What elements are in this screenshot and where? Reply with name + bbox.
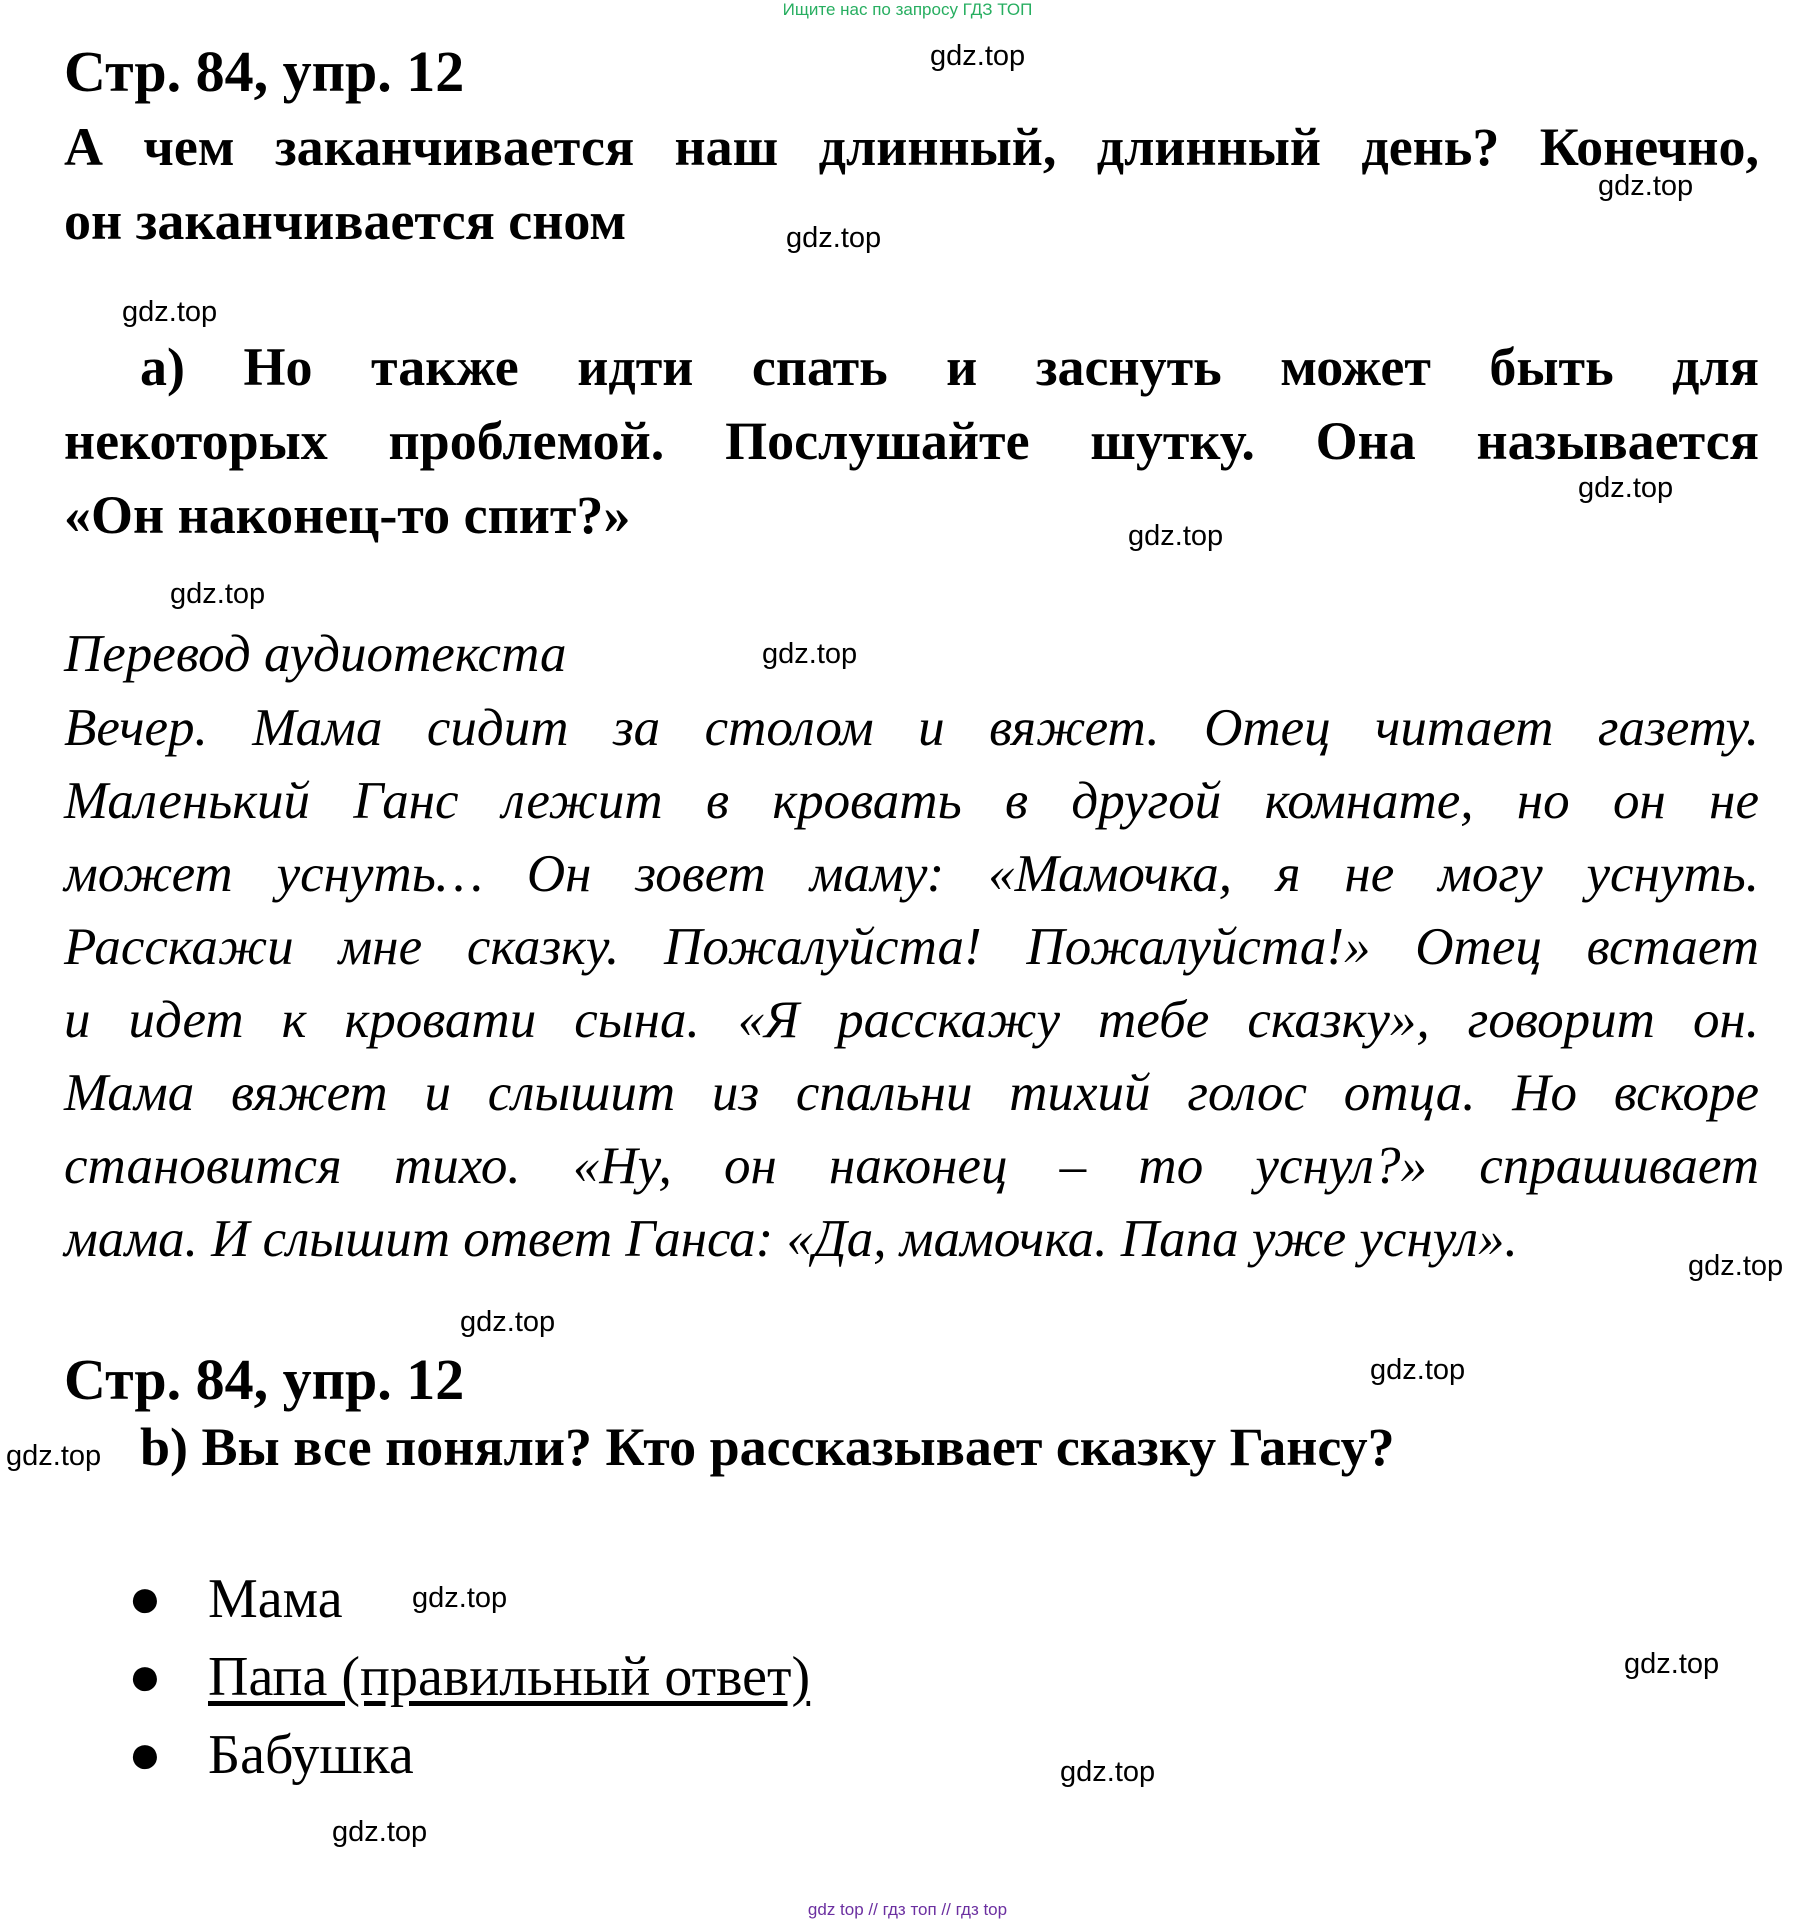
- intro-text: [64, 110, 1759, 258]
- text-line: Мама вяжет и слышит из спальни тихий голос отца. Но вскоре: [64, 1064, 1759, 1122]
- option-babushka: Бабушка: [208, 1724, 414, 1786]
- translation-text: [64, 692, 1759, 1276]
- watermark: gdz.top: [332, 1816, 428, 1848]
- watermark: gdz.top: [412, 1582, 508, 1614]
- watermark: gdz.top: [1060, 1756, 1156, 1788]
- intro-line-2: он заканчивается сном: [64, 191, 627, 251]
- intro-line-1: А чем заканчивается наш длинный, длинный день? Конечно,: [64, 117, 1759, 177]
- text-line: Маленький Ганс лежит в кровать в другой комнате, но он не: [64, 772, 1759, 830]
- section1-heading: Стр. 84, упр. 12: [64, 39, 465, 104]
- answer-option: [128, 1716, 810, 1794]
- text-line: становится тихо. «Ну, он наконец – то уснул?» спрашивает: [64, 1137, 1759, 1195]
- top-banner: Ищите нас по запросу ГДЗ ТОП: [782, 0, 1033, 19]
- watermark: gdz.top: [6, 1440, 102, 1472]
- bullet-icon: ●: [128, 1568, 162, 1630]
- task-a: [64, 330, 1759, 552]
- bottom-banner: gdz top // гдз топ // гдз top: [807, 1900, 1008, 1919]
- section2-heading: Стр. 84, упр. 12: [64, 1347, 465, 1412]
- watermark: gdz.top: [460, 1306, 556, 1338]
- task-b: b) Вы все поняли? Кто рассказывает сказку Гансу?: [140, 1417, 1395, 1477]
- bullet-icon: ●: [128, 1646, 162, 1708]
- watermark: gdz.top: [170, 578, 266, 610]
- watermark: gdz.top: [122, 296, 218, 328]
- watermark: gdz.top: [930, 40, 1026, 72]
- watermark: gdz.top: [1370, 1354, 1466, 1386]
- option-papa: Папа (правильный ответ): [208, 1646, 811, 1708]
- translation-title: Перевод аудиотекста: [64, 625, 567, 683]
- bullet-icon: ●: [128, 1724, 162, 1786]
- text-line: и идет к кровати сына. «Я расскажу тебе сказку», говорит он.: [64, 991, 1759, 1049]
- option-mama: Мама: [208, 1568, 343, 1630]
- watermark: gdz.top: [1624, 1648, 1720, 1680]
- watermark: gdz.top: [786, 222, 882, 254]
- task-a-line-1: а) Но также идти спать и заснуть может быть для: [140, 337, 1759, 397]
- watermark: gdz.top: [1598, 170, 1694, 202]
- text-line: Вечер. Мама сидит за столом и вяжет. Отец читает газету.: [64, 699, 1759, 757]
- task-a-line-2: некоторых проблемой. Послушайте шутку. Она называется: [64, 411, 1759, 471]
- text-line: может уснуть… Он зовет маму: «Мамочка, я не могу уснуть.: [64, 845, 1759, 903]
- watermark: gdz.top: [762, 638, 858, 670]
- watermark: gdz.top: [1688, 1250, 1784, 1282]
- text-line: Расскажи мне сказку. Пожалуйста! Пожалуйста!» Отец встает: [64, 918, 1759, 976]
- answer-option-correct: [128, 1638, 810, 1716]
- watermark: gdz.top: [1128, 520, 1224, 552]
- task-a-line-3: «Он наконец-то спит?»: [64, 485, 631, 545]
- text-line: мама. И слышит ответ Ганса: «Да, мамочка. Папа уже уснул».: [64, 1210, 1518, 1268]
- watermark: gdz.top: [1578, 472, 1674, 504]
